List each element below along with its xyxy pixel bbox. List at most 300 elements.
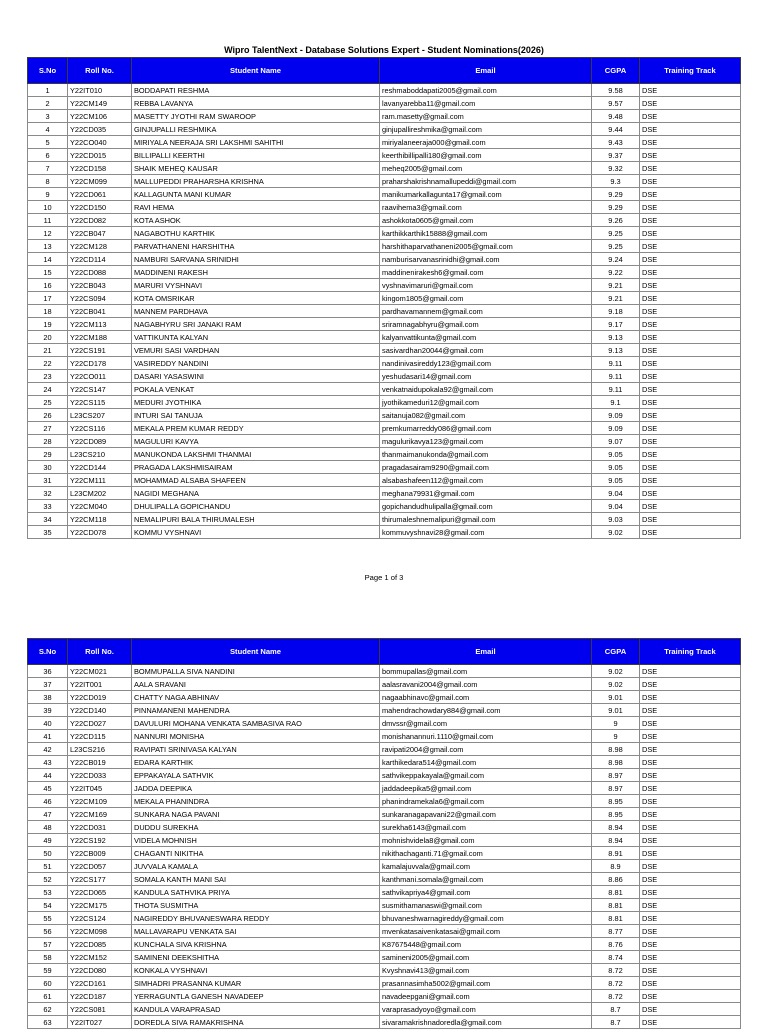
cell-student-name: DHULIPALLA GOPICHANDU [132, 500, 380, 513]
table-row [28, 487, 741, 500]
table-row [28, 305, 741, 318]
cell-roll-no: Y22CB047 [68, 227, 132, 240]
cell-training-track: DSE [640, 769, 741, 782]
cell-training-track: DSE [640, 422, 741, 435]
cell-email: ram.masetty@gmail.com [380, 110, 592, 123]
cell-email: susmithamanaswi@gmail.com [380, 899, 592, 912]
cell-cgpa: 9.3 [592, 175, 640, 188]
cell-sno: 6 [28, 149, 68, 162]
cell-training-track: DSE [640, 873, 741, 886]
cell-roll-no: Y22CD061 [68, 188, 132, 201]
cell-roll-no: Y22CD082 [68, 214, 132, 227]
table-row [28, 149, 741, 162]
cell-roll-no: Y22CD187 [68, 990, 132, 1003]
cell-roll-no: L23CS207 [68, 409, 132, 422]
cell-email: prasannasimha5002@gmail.com [380, 977, 592, 990]
cell-sno: 29 [28, 448, 68, 461]
table-body [28, 665, 741, 1029]
cell-email: kommuvyshnavi28@gmail.com [380, 526, 592, 539]
cell-cgpa: 8.74 [592, 951, 640, 964]
cell-roll-no: Y22CM111 [68, 474, 132, 487]
cell-sno: 61 [28, 990, 68, 1003]
cell-sno: 42 [28, 743, 68, 756]
table-row [28, 977, 741, 990]
cell-student-name: KOTA OMSRIKAR [132, 292, 380, 305]
cell-roll-no: Y22CM118 [68, 513, 132, 526]
cell-cgpa: 9.29 [592, 201, 640, 214]
cell-student-name: EDARA KARTHIK [132, 756, 380, 769]
table-row [28, 201, 741, 214]
cell-training-track: DSE [640, 253, 741, 266]
cell-cgpa: 9.25 [592, 240, 640, 253]
cell-email: jaddadeepika5@gmail.com [380, 782, 592, 795]
cell-cgpa: 9.17 [592, 318, 640, 331]
cell-cgpa: 8.95 [592, 808, 640, 821]
table-row [28, 97, 741, 110]
cell-roll-no: Y22CD115 [68, 730, 132, 743]
cell-cgpa: 9.04 [592, 487, 640, 500]
cell-sno: 35 [28, 526, 68, 539]
table-row [28, 188, 741, 201]
table-row [28, 253, 741, 266]
cell-roll-no: Y22CB043 [68, 279, 132, 292]
cell-cgpa: 9.57 [592, 97, 640, 110]
cell-email: magulurikavya123@gmail.com [380, 435, 592, 448]
cell-student-name: KANDULA SATHVIKA PRIYA [132, 886, 380, 899]
nominations-table-page-1 [27, 57, 741, 539]
cell-student-name: JADDA DEEPIKA [132, 782, 380, 795]
cell-cgpa: 9.01 [592, 704, 640, 717]
table-row [28, 266, 741, 279]
cell-training-track: DSE [640, 834, 741, 847]
cell-training-track: DSE [640, 1003, 741, 1016]
cell-student-name: BODDAPATI RESHMA [132, 84, 380, 97]
cell-roll-no: Y22CD065 [68, 886, 132, 899]
cell-roll-no: Y22IT010 [68, 84, 132, 97]
cell-email: varaprasadyoyo@gmail.com [380, 1003, 592, 1016]
cell-sno: 37 [28, 678, 68, 691]
table-row [28, 834, 741, 847]
cell-sno: 21 [28, 344, 68, 357]
cell-training-track: DSE [640, 847, 741, 860]
cell-sno: 28 [28, 435, 68, 448]
cell-cgpa: 8.72 [592, 990, 640, 1003]
cell-sno: 18 [28, 305, 68, 318]
document-title: Wipro TalentNext - Database Solutions Expert - Student Nominations(2026) [224, 45, 544, 55]
cell-sno: 14 [28, 253, 68, 266]
cell-sno: 62 [28, 1003, 68, 1016]
cell-roll-no: L23CS216 [68, 743, 132, 756]
table-row [28, 162, 741, 175]
cell-roll-no: Y22CD089 [68, 435, 132, 448]
cell-sno: 13 [28, 240, 68, 253]
cell-sno: 8 [28, 175, 68, 188]
cell-cgpa: 9.13 [592, 344, 640, 357]
cell-email: miriyalaneeraja000@gmail.com [380, 136, 592, 149]
cell-roll-no: Y22CS115 [68, 396, 132, 409]
table-row [28, 665, 741, 678]
table-row [28, 110, 741, 123]
cell-training-track: DSE [640, 964, 741, 977]
table-body [28, 84, 741, 539]
cell-email: harshithaparvathaneni2005@gmail.com [380, 240, 592, 253]
table-row [28, 461, 741, 474]
cell-cgpa: 9.11 [592, 383, 640, 396]
cell-roll-no: Y22CM098 [68, 925, 132, 938]
cell-roll-no: Y22CM040 [68, 500, 132, 513]
cell-roll-no: Y22CD161 [68, 977, 132, 990]
table-row [28, 925, 741, 938]
cell-training-track: DSE [640, 110, 741, 123]
cell-roll-no: Y22CM188 [68, 331, 132, 344]
cell-roll-no: Y22CB041 [68, 305, 132, 318]
cell-roll-no: Y22CD144 [68, 461, 132, 474]
cell-cgpa: 8.94 [592, 821, 640, 834]
cell-student-name: MANUKONDA LAKSHMI THANMAI [132, 448, 380, 461]
cell-training-track: DSE [640, 938, 741, 951]
table-row [28, 704, 741, 717]
cell-student-name: NAGIDI MEGHANA [132, 487, 380, 500]
cell-student-name: KOTA ASHOK [132, 214, 380, 227]
cell-email: kamalajuvvala@gmail.com [380, 860, 592, 873]
cell-email: reshmaboddapati2005@gmail.com [380, 84, 592, 97]
table-row [28, 136, 741, 149]
cell-student-name: VASIREDDY NANDINI [132, 357, 380, 370]
cell-cgpa: 8.91 [592, 847, 640, 860]
cell-sno: 12 [28, 227, 68, 240]
table-row [28, 860, 741, 873]
cell-sno: 49 [28, 834, 68, 847]
cell-sno: 33 [28, 500, 68, 513]
cell-sno: 57 [28, 938, 68, 951]
cell-student-name: GINJUPALLI RESHMIKA [132, 123, 380, 136]
cell-sno: 51 [28, 860, 68, 873]
cell-email: phanindramekala6@gmail.com [380, 795, 592, 808]
cell-roll-no: Y22IT001 [68, 678, 132, 691]
cell-roll-no: Y22CD080 [68, 964, 132, 977]
cell-training-track: DSE [640, 175, 741, 188]
cell-student-name: PINNAMANENI MAHENDRA [132, 704, 380, 717]
cell-student-name: MALLUPEDDI PRAHARSHA KRISHNA [132, 175, 380, 188]
cell-cgpa: 8.81 [592, 899, 640, 912]
table-row [28, 526, 741, 539]
cell-roll-no: Y22CM106 [68, 110, 132, 123]
cell-sno: 27 [28, 422, 68, 435]
cell-training-track: DSE [640, 266, 741, 279]
cell-training-track: DSE [640, 240, 741, 253]
cell-training-track: DSE [640, 188, 741, 201]
cell-training-track: DSE [640, 808, 741, 821]
cell-roll-no: Y22CM099 [68, 175, 132, 188]
cell-cgpa: 9.29 [592, 188, 640, 201]
cell-training-track: DSE [640, 357, 741, 370]
header-sno: S.No [28, 639, 68, 665]
cell-email: thirumaleshnemalipuri@gmail.com [380, 513, 592, 526]
cell-training-track: DSE [640, 227, 741, 240]
table-row [28, 873, 741, 886]
cell-sno: 7 [28, 162, 68, 175]
cell-student-name: VEMURI SASI VARDHAN [132, 344, 380, 357]
cell-email: meheq2005@gmail.com [380, 162, 592, 175]
cell-cgpa: 9.05 [592, 448, 640, 461]
cell-sno: 2 [28, 97, 68, 110]
cell-cgpa: 9.37 [592, 149, 640, 162]
table-row [28, 474, 741, 487]
cell-cgpa: 9.25 [592, 227, 640, 240]
cell-email: vyshnavimaruri@gmail.com [380, 279, 592, 292]
cell-sno: 53 [28, 886, 68, 899]
cell-cgpa: 8.94 [592, 834, 640, 847]
cell-sno: 1 [28, 84, 68, 97]
table-row [28, 344, 741, 357]
cell-training-track: DSE [640, 704, 741, 717]
cell-student-name: MEDURI JYOTHIKA [132, 396, 380, 409]
cell-roll-no: Y22CS147 [68, 383, 132, 396]
cell-cgpa: 9.02 [592, 678, 640, 691]
cell-cgpa: 8.95 [592, 795, 640, 808]
cell-cgpa: 8.86 [592, 873, 640, 886]
cell-cgpa: 9.09 [592, 409, 640, 422]
table-row [28, 847, 741, 860]
table-row [28, 938, 741, 951]
cell-training-track: DSE [640, 886, 741, 899]
cell-sno: 32 [28, 487, 68, 500]
cell-training-track: DSE [640, 474, 741, 487]
table-row [28, 84, 741, 97]
cell-roll-no: Y22CD033 [68, 769, 132, 782]
cell-email: mvenkatasaivenkatasai@gmail.com [380, 925, 592, 938]
cell-email: sathvikeppakayala@gmail.com [380, 769, 592, 782]
cell-cgpa: 9.26 [592, 214, 640, 227]
cell-cgpa: 9.05 [592, 474, 640, 487]
cell-roll-no: Y22CS124 [68, 912, 132, 925]
header-email: Email [380, 58, 592, 84]
cell-student-name: BILLIPALLI KEERTHI [132, 149, 380, 162]
cell-email: jyothikameduri12@gmail.com [380, 396, 592, 409]
cell-training-track: DSE [640, 899, 741, 912]
cell-training-track: DSE [640, 344, 741, 357]
table-row [28, 951, 741, 964]
cell-student-name: DUDDU SUREKHA [132, 821, 380, 834]
table-row [28, 990, 741, 1003]
cell-cgpa: 9.18 [592, 305, 640, 318]
cell-cgpa: 9.44 [592, 123, 640, 136]
cell-email: praharshakrishnamallupeddi@gmail.com [380, 175, 592, 188]
table-row [28, 756, 741, 769]
cell-training-track: DSE [640, 821, 741, 834]
table-row [28, 717, 741, 730]
cell-email: bommupallas@gmail.com [380, 665, 592, 678]
cell-email: kalyanvattikunta@gmail.com [380, 331, 592, 344]
header-cgpa: CGPA [592, 58, 640, 84]
cell-student-name: DOREDLA SIVA RAMAKRISHNA [132, 1016, 380, 1029]
cell-cgpa: 9 [592, 730, 640, 743]
table-row [28, 448, 741, 461]
cell-roll-no: Y22CD150 [68, 201, 132, 214]
cell-sno: 9 [28, 188, 68, 201]
cell-sno: 5 [28, 136, 68, 149]
cell-cgpa: 9.11 [592, 357, 640, 370]
cell-cgpa: 9.21 [592, 279, 640, 292]
cell-email: karthikkarthik15888@gmail.com [380, 227, 592, 240]
cell-roll-no: Y22IT027 [68, 1016, 132, 1029]
cell-sno: 34 [28, 513, 68, 526]
cell-email: ashokkota0605@gmail.com [380, 214, 592, 227]
cell-sno: 58 [28, 951, 68, 964]
cell-training-track: DSE [640, 526, 741, 539]
header-student-name: Student Name [132, 58, 380, 84]
cell-roll-no: L23CM202 [68, 487, 132, 500]
cell-cgpa: 8.81 [592, 912, 640, 925]
cell-roll-no: Y22CS177 [68, 873, 132, 886]
cell-sno: 47 [28, 808, 68, 821]
cell-sno: 48 [28, 821, 68, 834]
cell-roll-no: Y22CD057 [68, 860, 132, 873]
table-row [28, 513, 741, 526]
cell-student-name: RAVIPATI SRINIVASA KALYAN [132, 743, 380, 756]
cell-roll-no: Y22CS081 [68, 1003, 132, 1016]
cell-roll-no: Y22CD035 [68, 123, 132, 136]
cell-cgpa: 8.77 [592, 925, 640, 938]
cell-email: pardhavamannem@gmail.com [380, 305, 592, 318]
cell-training-track: DSE [640, 717, 741, 730]
cell-email: sivaramakrishnadoredla@gmail.com [380, 1016, 592, 1029]
table-row [28, 808, 741, 821]
cell-email: thanmaimanukonda@gmail.com [380, 448, 592, 461]
header-student-name: Student Name [132, 639, 380, 665]
cell-sno: 43 [28, 756, 68, 769]
cell-student-name: NAGABOTHU KARTHIK [132, 227, 380, 240]
cell-training-track: DSE [640, 279, 741, 292]
cell-training-track: DSE [640, 149, 741, 162]
table-row [28, 912, 741, 925]
cell-roll-no: Y22CD085 [68, 938, 132, 951]
cell-sno: 10 [28, 201, 68, 214]
cell-student-name: NAGIREDDY BHUVANESWARA REDDY [132, 912, 380, 925]
cell-sno: 22 [28, 357, 68, 370]
cell-cgpa: 8.72 [592, 964, 640, 977]
cell-email: monishanannuri.1110@gmail.com [380, 730, 592, 743]
cell-sno: 45 [28, 782, 68, 795]
cell-student-name: JUVVALA KAMALA [132, 860, 380, 873]
header-email: Email [380, 639, 592, 665]
cell-email: pragadasairam9290@gmail.com [380, 461, 592, 474]
cell-cgpa: 9 [592, 717, 640, 730]
cell-email: dmvssr@gmail.com [380, 717, 592, 730]
cell-roll-no: Y22CM149 [68, 97, 132, 110]
cell-cgpa: 9.58 [592, 84, 640, 97]
cell-student-name: PARVATHANENI HARSHITHA [132, 240, 380, 253]
cell-email: sunkaranagapavani22@gmail.com [380, 808, 592, 821]
cell-student-name: MARURI VYSHNAVI [132, 279, 380, 292]
cell-sno: 4 [28, 123, 68, 136]
cell-cgpa: 9.22 [592, 266, 640, 279]
cell-cgpa: 9.05 [592, 461, 640, 474]
cell-roll-no: Y22CD015 [68, 149, 132, 162]
cell-cgpa: 9.48 [592, 110, 640, 123]
table-row [28, 318, 741, 331]
cell-sno: 31 [28, 474, 68, 487]
cell-cgpa: 9.04 [592, 500, 640, 513]
cell-student-name: DAVULURI MOHANA VENKATA SAMBASIVA RAO [132, 717, 380, 730]
cell-roll-no: Y22CM021 [68, 665, 132, 678]
cell-sno: 40 [28, 717, 68, 730]
nominations-table-page-2 [27, 638, 741, 1029]
table-header-row [28, 58, 741, 84]
cell-training-track: DSE [640, 487, 741, 500]
cell-email: nandinivasireddy123@gmail.com [380, 357, 592, 370]
cell-student-name: INTURI SAI TANUJA [132, 409, 380, 422]
cell-training-track: DSE [640, 461, 741, 474]
cell-training-track: DSE [640, 678, 741, 691]
cell-cgpa: 9.32 [592, 162, 640, 175]
table-row [28, 821, 741, 834]
cell-email: kanthmani.somala@gmail.com [380, 873, 592, 886]
cell-cgpa: 8.7 [592, 1003, 640, 1016]
cell-sno: 63 [28, 1016, 68, 1029]
table-row [28, 240, 741, 253]
cell-roll-no: Y22CD158 [68, 162, 132, 175]
cell-roll-no: Y22CD178 [68, 357, 132, 370]
cell-roll-no: Y22CD027 [68, 717, 132, 730]
cell-cgpa: 9.1 [592, 396, 640, 409]
cell-email: K87675448@gmail.com [380, 938, 592, 951]
cell-training-track: DSE [640, 409, 741, 422]
cell-email: nagaabhinavc@gmail.com [380, 691, 592, 704]
cell-training-track: DSE [640, 990, 741, 1003]
cell-student-name: MANNEM PARDHAVA [132, 305, 380, 318]
cell-student-name: DASARI YASASWINI [132, 370, 380, 383]
cell-training-track: DSE [640, 201, 741, 214]
cell-cgpa: 8.9 [592, 860, 640, 873]
cell-email: sriramnagabhyru@gmail.com [380, 318, 592, 331]
cell-training-track: DSE [640, 782, 741, 795]
cell-training-track: DSE [640, 331, 741, 344]
cell-email: ginjupallireshmika@gmail.com [380, 123, 592, 136]
cell-email: alsabashafeen112@gmail.com [380, 474, 592, 487]
cell-email: saitanuja082@gmail.com [380, 409, 592, 422]
cell-student-name: THOTA SUSMITHA [132, 899, 380, 912]
cell-email: samineni2005@gmail.com [380, 951, 592, 964]
cell-cgpa: 9.02 [592, 526, 640, 539]
cell-training-track: DSE [640, 97, 741, 110]
cell-student-name: KONKALA VYSHNAVI [132, 964, 380, 977]
cell-email: ravipati2004@gmail.com [380, 743, 592, 756]
cell-training-track: DSE [640, 500, 741, 513]
cell-cgpa: 8.76 [592, 938, 640, 951]
cell-student-name: MIRIYALA NEERAJA SRI LAKSHMI SAHITHI [132, 136, 380, 149]
cell-cgpa: 8.98 [592, 743, 640, 756]
cell-sno: 55 [28, 912, 68, 925]
cell-sno: 38 [28, 691, 68, 704]
cell-sno: 25 [28, 396, 68, 409]
cell-sno: 20 [28, 331, 68, 344]
table-row [28, 422, 741, 435]
cell-sno: 44 [28, 769, 68, 782]
cell-sno: 39 [28, 704, 68, 717]
cell-roll-no: Y22CM109 [68, 795, 132, 808]
cell-sno: 26 [28, 409, 68, 422]
cell-student-name: NAMBURI SARVANA SRINIDHI [132, 253, 380, 266]
cell-roll-no: Y22CD031 [68, 821, 132, 834]
cell-sno: 36 [28, 665, 68, 678]
cell-training-track: DSE [640, 912, 741, 925]
table-row [28, 678, 741, 691]
cell-email: navadeepgani@gmail.com [380, 990, 592, 1003]
cell-cgpa: 8.72 [592, 977, 640, 990]
cell-student-name: EPPAKAYALA SATHVIK [132, 769, 380, 782]
cell-email: raavihema3@gmail.com [380, 201, 592, 214]
